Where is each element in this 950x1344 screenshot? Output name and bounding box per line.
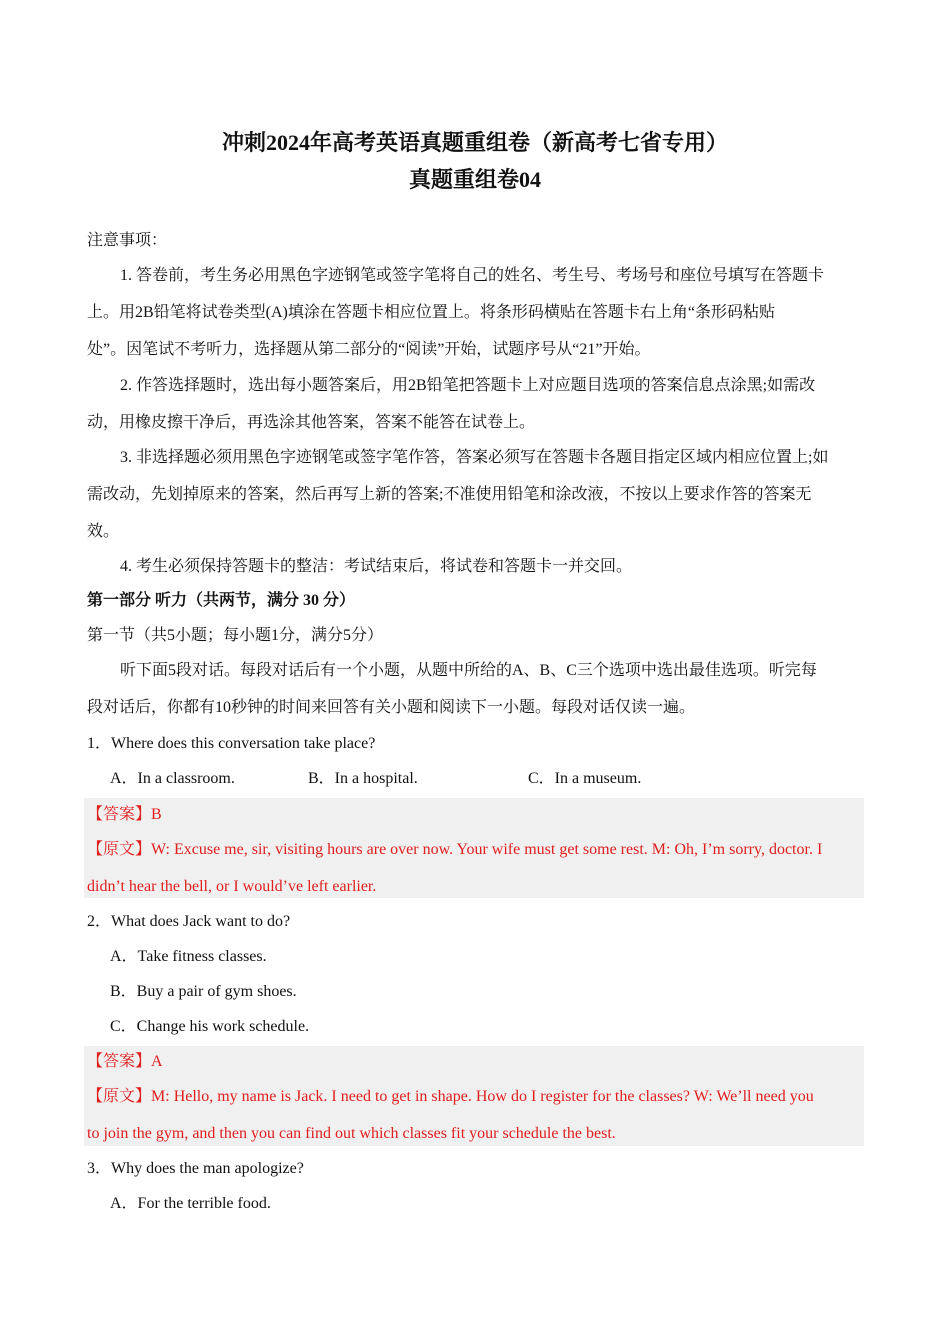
notice-item1-line2: 上。用2B铅笔将试卷类型(A)填涂在答题卡相应位置上。将条形码横贴在答题卡右上角“条形码粘贴 [87,304,775,321]
q2-option-b: B．Buy a pair of gym shoes. [110,983,297,1000]
q1-option-c: C．In a museum. [528,770,642,787]
notice-item3-line3: 效。 [87,523,120,540]
q1-stem: 1．Where does this conversation take place? [87,735,376,752]
title-line-2: 真题重组卷04 [408,167,541,192]
q1-answer-label: 【答案】 [87,806,152,823]
instruction-line1: 听下面5段对话。每段对话后有一个小题，从题中所给的A、B、C三个选项中选出最佳选项。听完每 [120,662,817,679]
q3-option-a: A．For the terrible food. [110,1195,271,1212]
q2-stem: 2．What does Jack want to do? [87,913,291,930]
part1-heading: 第一部分 听力（共两节，满分 30 分） [87,592,356,609]
q2-transcript-line1 [87,1087,865,1107]
notice-item4: 4. 考生必须保持答题卡的整洁：考试结束后，将试卷和答题卡一并交回。 [120,558,633,575]
notice-item1-line3: 处”。因笔试不考听力，选择题从第二部分的“阅读”开始，试题序号从“21”开始。 [87,341,651,358]
notice-item3-line1: 3. 非选择题必须用黑色字迹钢笔或签字笔作答，答案必须写在答题卡各题目指定区域内相应位置上;如 [120,449,829,466]
notice-heading: 注意事项： [87,232,168,249]
notice-item2-line1: 2. 作答选择题时，选出每小题答案后，用2B铅笔把答题卡上对应题目选项的答案信息点涂黑;如需改 [120,377,816,394]
title-line-1: 冲刺2024年高考英语真题重组卷（新高考七省专用） [221,130,728,155]
q1-transcript-line2: didn’t hear the bell, or I would’ve left earlier. [87,878,377,895]
q1-answer-value: B [151,806,162,823]
q1-option-b: B．In a hospital. [308,770,418,787]
q1-transcript-label: 【原文】 [87,841,152,858]
q1-transcript-line1 [87,840,865,860]
q3-stem: 3．Why does the man apologize? [87,1160,304,1177]
q2-option-a: A．Take fitness classes. [110,948,267,965]
notice-item3-line2: 需改动，先划掉原来的答案，然后再写上新的答案;不准使用铅笔和涂改液，不按以上要求作答的答案无 [87,486,812,503]
q2-transcript-label: 【原文】 [87,1088,152,1105]
instruction-line2: 段对话后，你都有10秒钟的时间来回答有关小题和阅读下一小题。每段对话仅读一遍。 [87,699,696,716]
q1-answer [87,805,865,825]
section1-heading: 第一节（共5小题；每小题1分，满分5分） [87,627,384,644]
q2-answer-value: A [151,1053,163,1070]
q2-option-c: C．Change his work schedule. [110,1018,310,1035]
q2-transcript-text1: M: Hello, my name is Jack. I need to get in shape. How do I register for the classes? W: We’ll need you [151,1088,814,1105]
q1-option-a: A．In a classroom. [110,770,235,787]
q1-transcript-text1: W: Excuse me, sir, visiting hours are over now. Your wife must get some rest. M: Oh, I’m sorry, doctor. I [151,841,823,858]
notice-item2-line2: 动，用橡皮擦干净后，再选涂其他答案，答案不能答在试卷上。 [87,414,536,431]
q2-answer-label: 【答案】 [87,1053,152,1070]
q2-transcript-line2: to join the gym, and then you can find out which classes fit your schedule the best. [87,1125,616,1142]
notice-item1-line1: 1. 答卷前，考生务必用黑色字迹钢笔或签字笔将自己的姓名、考生号、考场号和座位号填写在答题卡 [120,267,825,284]
q2-answer [87,1052,865,1072]
